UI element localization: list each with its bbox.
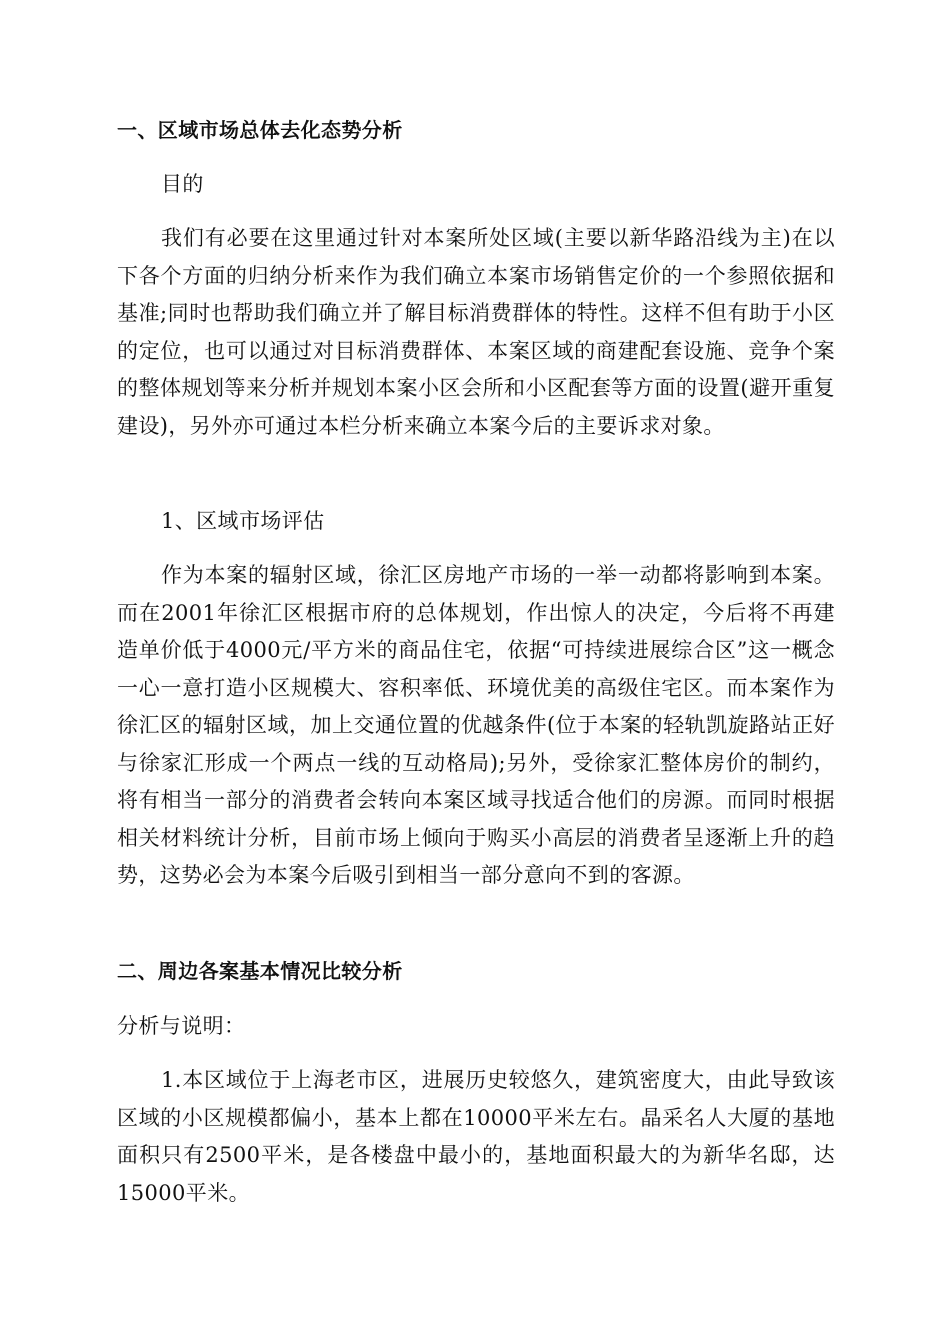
purpose-paragraph: 我们有必要在这里通过针对本案所处区域(主要以新华路沿线为主)在以下各个方面的归纳分析来作为我们确立本案市场销售定价的一个参照依据和基准;同时也帮助我们确立并了解目标消费群体的特性。这样不但有助于小区的定位，也可以通过对目标消费群体、本案区域的商建配套设施、竞争个案的整体规划等来分析并规划本案小区会所和小区配套等方面的设置(避开重复建设)，另外亦可通过本栏分析来确立本案今后的主要诉求对象。 <box>117 226 835 438</box>
assessment-paragraph: 作为本案的辐射区域，徐汇区房地产市场的一举一动都将影响到本案。而在2001年徐汇区根据市府的总体规划，作出惊人的决定，今后将不再建造单价低于4000元/平方米的商品住宅，依据“可持续进展综合区”这一概念一心一意打造小区规模大、容积率低、环境优美的高级住宅区。而本案作为徐汇区的辐射区域，加上交通位置的优越条件(位于本案的轻轨凯旋路站正好与徐家汇形成一个两点一线的互动格局);另外，受徐家汇整体房价的制约，将有相当一部分的消费者会转向本案区域寻找适合他们的房源。而同时根据相关材料统计分析，目前市场上倾向于购买小高层的消费者呈逐渐上升的趋势，这势必会为本案今后吸引到相当一部分意向不到的客源。 <box>117 563 835 887</box>
analysis-label: 分析与说明： <box>117 1014 246 1038</box>
section-1-heading: 一、区域市场总体去化态势分析 <box>117 118 403 142</box>
subsection-1-heading: 1、区域市场评估 <box>161 509 325 533</box>
analysis-point-1: 1.本区域位于上海老市区，进展历史较悠久，建筑密度大，由此导致该区域的小区规模都偏小，基本上都在10000平米左右。晶采名人大厦的基地面积只有2500平米，是各楼盘中最小的，基地面积最大的为新华名邸，达15000平米。 <box>117 1068 835 1205</box>
section-2-heading: 二、周边各案基本情况比较分析 <box>117 959 403 983</box>
purpose-label: 目的 <box>161 172 204 196</box>
